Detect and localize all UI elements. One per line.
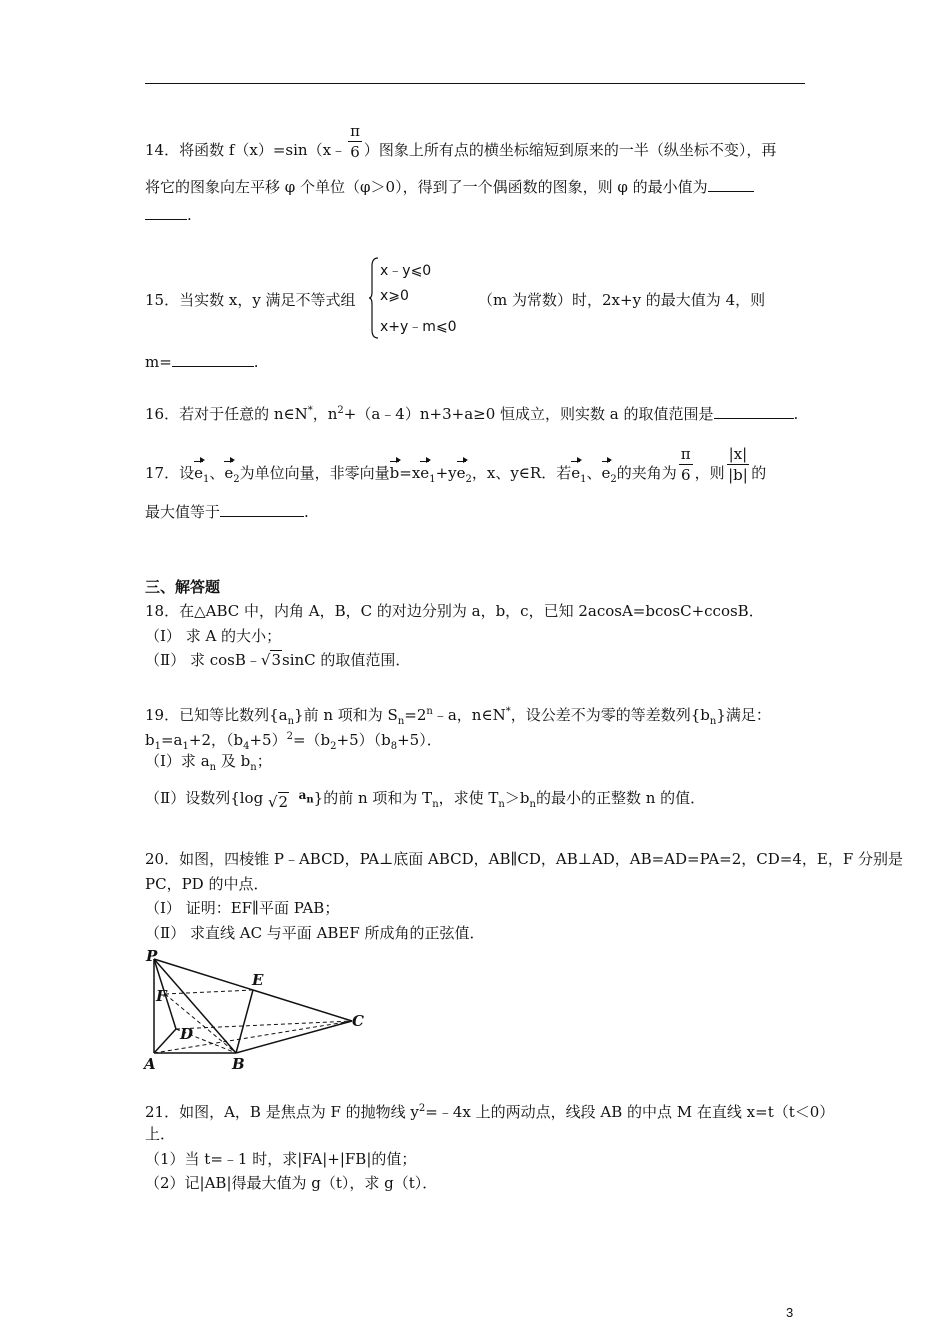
q15-prefix: 15．当实数 x，y 满足不等式组 — [145, 291, 356, 309]
answer-blank — [714, 404, 794, 419]
vector-e1: e — [420, 464, 430, 482]
sqrt-icon: √2 — [267, 793, 289, 811]
label-c: C — [352, 1012, 364, 1030]
label-p: P — [146, 947, 158, 965]
log-argument: an — [298, 788, 314, 806]
q19-line-4: （Ⅱ）设数列{log √2 $^{a_n}$}的前 n 项和为 $T_n$，求使 $T_n>b_n$的最小的正整数 n 的值． — [145, 788, 706, 811]
q21-line-1: 21．如图，A，B 是焦点为 F 的抛物线 $y^2=﹣4x$ 上的两动点，线段 AB 的中点 M 在直线 x=t（t＜0） — [145, 1103, 835, 1121]
vector-e1: e — [194, 464, 203, 482]
label-d: D — [180, 1025, 194, 1043]
vector-e1: e — [571, 464, 581, 482]
q18-line-2: （Ⅰ） 求 A 的大小； — [145, 627, 282, 645]
q17-line-2: 最大值等于 . — [145, 503, 309, 521]
answer-blank — [220, 502, 304, 517]
q17-line-1: 17．设$e_1$、$e_2$为单位向量，非零向量$b=xe_1+ye_2$，x、y∈R．若$e_1$、$e_2$的夹角为 $\frac{\pi}{6}$ ，则 $\frac{|x|}{|b|}$ 的 — [145, 444, 767, 485]
q18-line-3: （Ⅱ） 求 cosB﹣√3sinC 的取值范围． — [145, 651, 411, 669]
q19-line-3: （Ⅰ）求 $a_n$ 及 $b_n$； — [145, 752, 272, 773]
q14-line-3: . — [145, 205, 192, 225]
inequality-system: x﹣y⩽0 x⩾0 x+y﹣m⩽0 — [368, 256, 458, 340]
q18-line-1: 18．在△ABC 中，内角 A，B，C 的对边分别为 a，b，c，已知 2acosA=bcosC+ccosB． — [145, 602, 764, 620]
vector-e2: e — [224, 464, 234, 482]
q21-line-3: （1）当 t=﹣1 时，求|FA|+|FB|的值； — [145, 1150, 417, 1168]
answer-blank — [708, 177, 754, 192]
q20-line-4: （Ⅱ） 求直线 AC 与平面 ABEF 所成角的正弦值． — [145, 924, 485, 942]
q15-suffix: （m 为常数）时，2x+y 的最大值为 4，则 — [478, 291, 766, 309]
q19-line-2: $b_1=a_1+2$，$(b_4+5)^2=(b_2+5)(b_8+5)$． — [145, 731, 442, 752]
vector-e2: e — [456, 464, 466, 482]
label-b: B — [232, 1055, 245, 1073]
q20-line-2: PC，PD 的中点． — [145, 875, 269, 893]
section-heading: 三、解答题 — [145, 578, 221, 596]
q21-line-2: 上． — [145, 1125, 176, 1143]
label-a: A — [144, 1055, 156, 1073]
q14-line-2: 将它的图象向左平移 φ 个单位（φ＞0），得到了一个偶函数的图象，则 φ 的最小值为 — [145, 177, 754, 197]
question-16: 16．若对于任意的 n∈N*，$n^2+(a﹣4)n+3+a\ge 0$ 恒成立，则实数 a 的取值范围是 . — [145, 405, 799, 423]
page-number: 3 — [786, 1305, 794, 1320]
vector-b: b — [389, 464, 400, 482]
answer-blank — [172, 352, 254, 367]
pyramid-figure — [140, 945, 380, 1075]
q20-line-3: （Ⅰ） 证明：EF∥平面 PAB； — [145, 899, 340, 917]
label-f: F — [156, 987, 167, 1005]
q19-line-1: 19．已知等比数列$\{a_n\}$前 n 项和为 $S_n=2^n﹣a$，n∈N*，设公差不为零的等差数列$\{b_n\}$满足： — [145, 706, 771, 727]
q15-line-2: m= . — [145, 353, 259, 371]
q20-line-1: 20．如图，四棱锥 P﹣ABCD，PA⊥底面 ABCD，AB∥CD，AB⊥AD，AB=AD=PA=2，CD=4，E，F 分别是 — [145, 850, 904, 868]
answer-blank — [145, 205, 187, 220]
label-e: E — [252, 971, 264, 989]
header-rule — [145, 83, 805, 84]
q14-line-1: 14．将函数 f（x）=sin（x﹣ $\frac{\pi}{6}$ ）图象上所有点的横坐标缩短到原来的一半（纵坐标不变），再 — [145, 121, 777, 161]
fraction-x-over-b: $\frac{|x|}{|b|}$ — [728, 444, 748, 484]
q21-line-4: （2）记|AB|得最大值为 g（t），求 g（t）． — [145, 1174, 438, 1192]
brace-icon — [368, 256, 380, 340]
fraction-pi-over-6: $\frac{\pi}{6}$ — [680, 444, 691, 484]
fraction-pi-over-6: $\frac{\pi}{6}$ — [350, 121, 360, 161]
sqrt-icon: √3 — [260, 651, 281, 669]
vector-e2: e — [601, 464, 611, 482]
